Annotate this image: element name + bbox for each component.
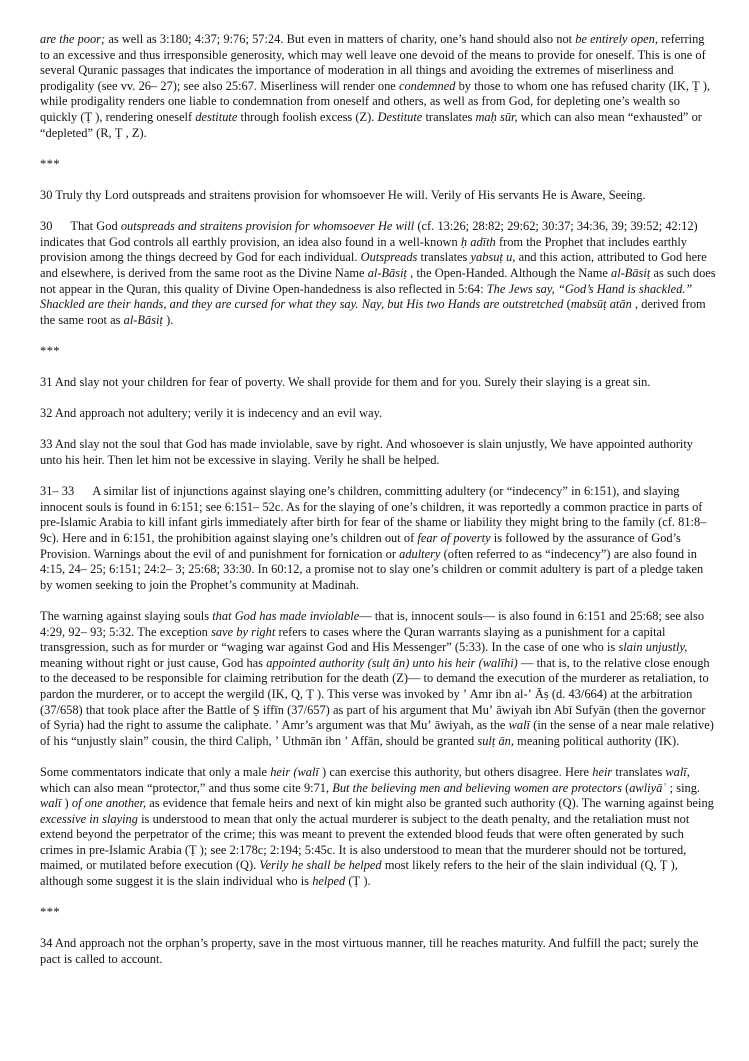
spacer: [40, 921, 717, 937]
section-divider-3: ***: [40, 905, 61, 920]
spacer: [40, 328, 717, 344]
spacer: [40, 172, 717, 188]
page-text-column: [40, 32, 717, 968]
paragraph-commentary-31-33-a: 31– 33 A similar list of injunctions against slaying one’s children, committing adultery (or “indecency” in 6:151), and slaying innocent souls is found in 6:151; see 6:151– 52c. As for the slaying of one’s children, it was reportedly a common practice in parts of pre-Islamic Arabia to kill infant girls immediately after birth for fear of the shame or liability they might bring to the family (cf. 81:8– 9c). Here and in 6:151, the prohibition against slaying one’s children out of fear of poverty is followed by the assurance of God’s Provision. Warnings about the evil of and punishment for fornication or adultery (often referred to as “indecency”) are also found in 4:15, 24– 25; 6:151; 24:2– 3; 25:68; 33:30. In 60:12, a promise not to slay one’s children or commit adultery is part of a pledge taken by women seeking to join the Prophet’s community at Madinah.: [40, 484, 707, 592]
paragraph-commentary-30: 30 That God outspreads and straitens provision for whomsoever He will (cf. 13:26; 28:82; 29:62; 30:37; 34:36, 39; 39:52; 42:12) indicates that God controls all earthly provision, an idea also found in a well-known ḥ adīth from the Prophet that includes earthly provision among the things decreed by God for each individual. Outspreads translates yabsuṭ u, and this action, attributed to God here and elsewhere, is derived from the same root as the Divine Name al-Bāsiṭ , the Open-Handed. Although the Name al-Bāsiṭ as such does not appear in the Quran, this quality of Divine Open-handedness is also reflected in 5:64: The Jews say, “God’s Hand is shackled.” Shackled are their hands, and they are cursed for what they say. Nay, but His two Hands are outstretched (mabsūṭ atān , derived from the same root as al-Bāsiṭ ).: [40, 219, 716, 327]
spacer: [40, 749, 717, 765]
paragraph-verse-30: 30 Truly thy Lord outspreads and straitens provision for whomsoever He will. Verily of His servants He is Aware, Seeing.: [40, 187, 646, 202]
spacer: [40, 593, 717, 609]
spacer: [40, 359, 717, 375]
paragraph-verse-31: 31 And slay not your children for fear of poverty. We shall provide for them and for you. Surely their slaying is a great sin.: [40, 375, 651, 390]
paragraph-verse-33: 33 And slay not the soul that God has made inviolable, save by right. And whosoever is slain unjustly, We have appointed authority unto his heir. Then let him not be excessive in slaying. Verily he shall be helped.: [40, 437, 693, 468]
paragraph-verse-32: 32 And approach not adultery; verily it is indecency and an evil way.: [40, 406, 383, 421]
paragraph-commentary-31-33-c: Some commentators indicate that only a male heir (walī ) can exercise this authority, but others disagree. Here heir translates walī, which can also mean “protector,” and thus some cite 9:71, But the believing men and believing women are protectors (awliyāʾ ; sing. walī ) of one another, as evidence that female heirs and next of kin might also be granted such authority (Q). The warning against being excessive in slaying is understood to mean that only the actual murderer is subject to the death penalty, and the retaliation must not extend beyond the perpetrator of the crime; this was meant to prevent the extended blood feuds that were often generated by such crimes in pre-Islamic Arabia (Ṭ ); see 2:178c; 2:194; 5:45c. It is also understood to mean that the murderer should not be tortured, maimed, or mutilated before execution (Q). Verily he shall be helped most likely refers to the heir of the slain individual (Q, Ṭ ), although some suggest it is the slain individual who is helped (Ṭ ).: [40, 764, 714, 889]
spacer: [40, 141, 717, 157]
paragraph-commentary-29-continued: are the poor; as well as 3:180; 4:37; 9:76; 57:24. But even in matters of charity, one’s hand should also not be entirely open, referring to an excessive and thus irresponsible generosity, which may well leave one devoid of the means to provide for oneself. This is one of several Quranic passages that indicates the importance of moderation in all things and avoiding the extremes of miserliness and prodigality (see vv. 26– 27); see also 25:67. Miserliness will render one condemned by those to whom one has refused charity (IK, Ṭ ), while prodigality renders one liable to condemnation from oneself and others, as well as from God, for depleting one’s wealth so quickly (Ṭ ), rendering oneself destitute through foolish excess (Z). Destitute translates maḥ sūr, which can also mean “exhausted” or “depleted” (R, Ṭ , Z).: [40, 32, 711, 140]
spacer: [40, 391, 717, 407]
spacer: [40, 469, 717, 485]
paragraph-verse-34: 34 And approach not the orphan’s property, save in the most virtuous manner, till he reaches maturity. And fulfill the pact; surely the pact is called to account.: [40, 936, 699, 967]
spacer: [40, 204, 717, 220]
spacer: [40, 422, 717, 438]
paragraph-commentary-31-33-b: The warning against slaying souls that God has made inviolable— that is, innocent souls— is also found in 6:151 and 25:68; see also 4:29, 92– 93; 5:32. The exception save by right refers to cases where the Quran warrants slaying as a punishment for a capital transgression, such as for murder or “waging war against God and His Messenger” (5:33). In the case of one who is slain unjustly, meaning without right or just cause, God has appointed authority (sulṭ ān) unto his heir (walīhi) — that is, to the relative close enough to the deceased to be responsible for claiming retribution for the death (Z)— to demand the execution of the murderer as retaliation, to pardon the murderer, or to accept the wergild (IK, Q, Ṭ ). This verse was invoked by ʼ Amr ibn al-ʼ Āṣ (d. 43/664) at the arbitration (37/658) that took place after the Battle of Ṣ iffīn (37/657) as part of his argument that Muʼ āwiyah ibn Abī Sufyān (then the governor of Syria) had the right to assume the caliphate. ʼ Amr’s argument was that Muʼ āwiyah, as the walī (in the sense of a near male relative) of his “unjustly slain” cousin, the third Caliph, ʼ Uthmān ibn ʼ Affān, should be granted sulṭ ān, meaning political authority (IK).: [40, 608, 714, 748]
section-divider-2: ***: [40, 343, 61, 358]
section-divider-1: ***: [40, 156, 61, 171]
spacer: [40, 890, 717, 906]
